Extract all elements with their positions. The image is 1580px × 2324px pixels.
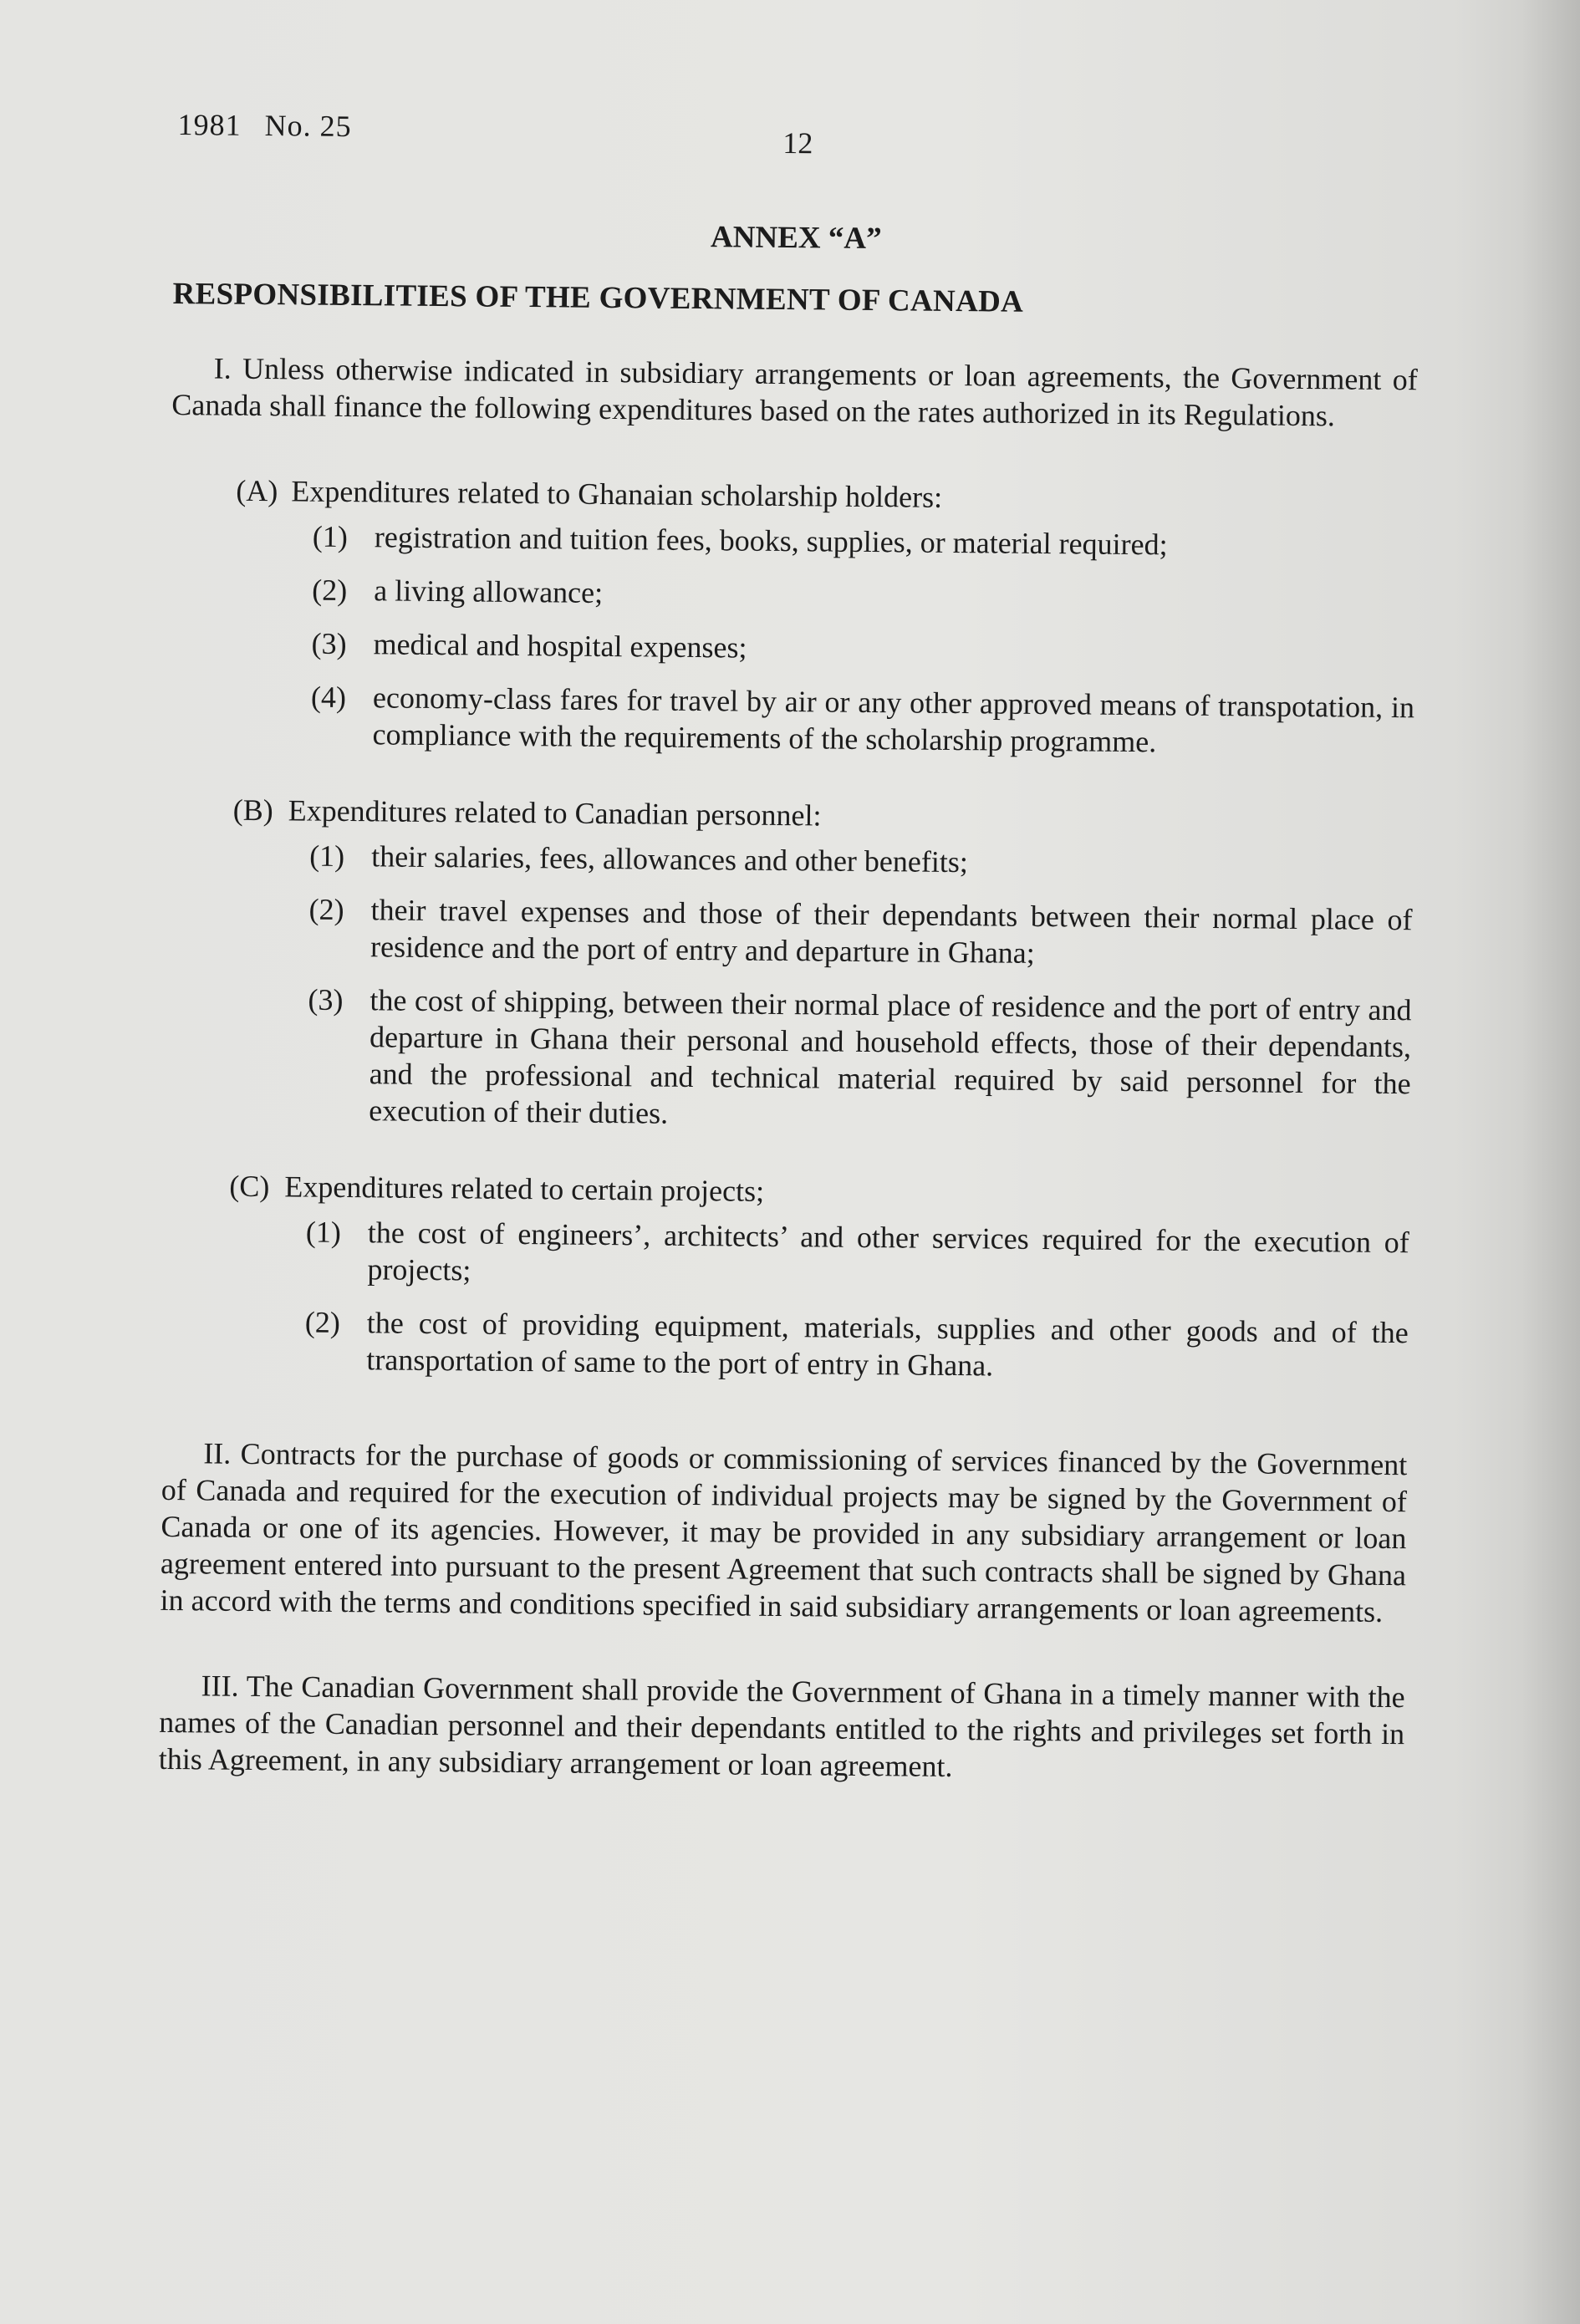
annex-title: ANNEX “A” bbox=[710, 220, 882, 257]
list-item bbox=[311, 625, 1414, 673]
item-text: their travel expenses and those of their dependants between their normal place of residence and the port of entry and departure in Ghana; bbox=[370, 893, 1413, 970]
section-heading: RESPONSIBILITIES OF THE GOVERNMENT OF CANADA bbox=[172, 276, 1024, 319]
group-a-title: Expenditures related to Ghanaian scholarship holders: bbox=[291, 474, 943, 514]
group-c-heading bbox=[229, 1168, 1409, 1216]
item-text: economy-class fares for travel by air or any other approved means of transpotation, in compliance with the requirements of the scholarship programme. bbox=[372, 680, 1415, 759]
item-number: (2) bbox=[304, 1305, 340, 1339]
list-item bbox=[307, 981, 1412, 1139]
item-text: the cost of providing equipment, materials, supplies and other goods and of the transportation of same to the port of entry in Ghana. bbox=[366, 1306, 1409, 1383]
item-number: (4) bbox=[310, 680, 347, 714]
paragraph-iii: III. The Canadian Government shall provide the Government of Ghana in a timely manner with the names of the Canadian personnel and their dependants entitled to the rights and privileges set forth in this Agreement, in any subsidiary arrangement or loan agreement. bbox=[158, 1669, 1405, 1784]
item-number: (1) bbox=[308, 838, 345, 873]
item-number: (2) bbox=[312, 573, 348, 608]
list-item bbox=[305, 1214, 1409, 1298]
item-text: the cost of shipping, between their normal place of residence and the port of entry and departure in Ghana their personal and household effects, those of their dependants, and the professional and technical material required by said personnel for the execution of their duties. bbox=[369, 983, 1412, 1130]
list-item bbox=[309, 838, 1413, 885]
group-a-label: (A) bbox=[236, 473, 278, 508]
group-b-title: Expenditures related to Canadian personnel: bbox=[288, 793, 822, 833]
item-number: (3) bbox=[308, 982, 344, 1017]
group-c-label: (C) bbox=[229, 1169, 270, 1204]
group-c-items bbox=[162, 1212, 1409, 1388]
document-body bbox=[158, 349, 1418, 1837]
group-c-title: Expenditures related to certain projects; bbox=[284, 1170, 765, 1208]
group-a-heading bbox=[236, 472, 1416, 521]
item-number: (1) bbox=[305, 1215, 342, 1249]
group-b-label: (B) bbox=[232, 793, 273, 828]
group-b-items bbox=[165, 836, 1413, 1139]
item-text: medical and hospital expenses; bbox=[373, 627, 747, 665]
paragraph-ii: II. Contracts for the purchase of goods or commissioning of services financed by the Government of Canada and required for the execution of individual projects may be signed by the Government of Canada or one of its agencies. However, it may be provided in any subsidiary arrangement or loan agreement entered into pursuant to the present Agreement that such contracts shall be signed by Ghana in accord with the terms and conditions specified in said subsidiary arrangements or loan agreements. bbox=[160, 1436, 1408, 1628]
running-header bbox=[177, 107, 351, 144]
page-edge-shadow bbox=[1521, 0, 1580, 2324]
list-item bbox=[313, 518, 1416, 566]
page-number: 12 bbox=[782, 125, 813, 161]
header-number: No. 25 bbox=[264, 109, 352, 144]
group-a-items bbox=[168, 517, 1416, 762]
group-b-heading bbox=[232, 792, 1413, 840]
item-text: a living allowance; bbox=[374, 573, 604, 609]
item-text: the cost of engineers’, architects’ and other services required for the execution of projects; bbox=[367, 1216, 1409, 1287]
list-item bbox=[310, 679, 1414, 763]
intro-paragraph: I. Unless otherwise indicated in subsidiary arrangements or loan agreements, the Government of Canada shall finance the following expenditures based on the rates authorized in its Regulations. bbox=[171, 351, 1418, 433]
item-number: (1) bbox=[312, 519, 349, 554]
item-text: their salaries, fees, allowances and other benefits; bbox=[370, 839, 969, 879]
item-text: registration and tuition fees, books, supplies, or material required; bbox=[374, 520, 1168, 562]
page-content bbox=[158, 0, 1421, 1784]
list-item bbox=[304, 1304, 1409, 1389]
list-item bbox=[308, 891, 1413, 976]
header-year: 1981 bbox=[177, 108, 242, 142]
item-number: (3) bbox=[311, 626, 347, 660]
list-item bbox=[312, 572, 1415, 619]
item-number: (2) bbox=[308, 892, 344, 926]
